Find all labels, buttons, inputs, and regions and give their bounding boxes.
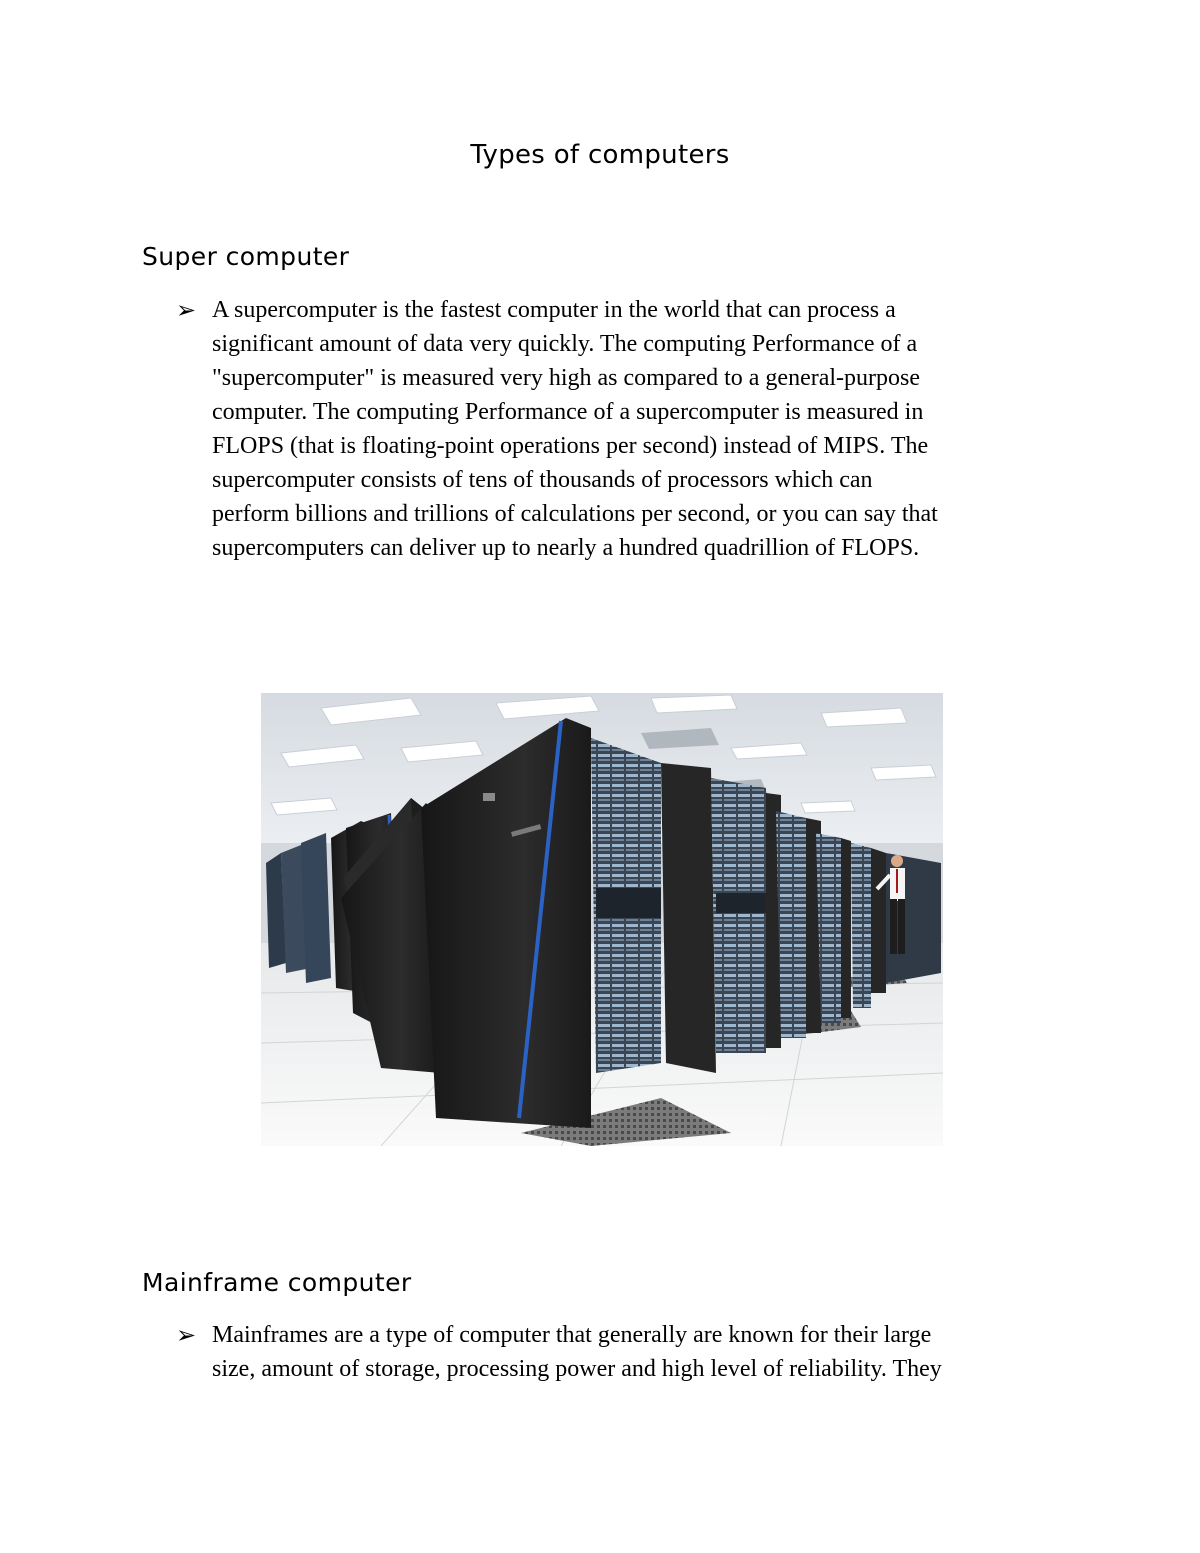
- paragraph-line: FLOPS (that is floating-point operations per second) instead of MIPS. The: [212, 433, 929, 459]
- section-heading-mainframe-computer: Mainframe computer: [142, 1268, 412, 1297]
- paragraph-line: Mainframes are a type of computer that generally are known for their large: [212, 1322, 932, 1348]
- document-title: Types of computers: [470, 140, 730, 170]
- super-computer-paragraph: [212, 293, 1062, 565]
- arrow-bullet-icon: ➢: [176, 296, 197, 324]
- paragraph-line: significant amount of data very quickly. The computing Performance of a: [212, 331, 918, 357]
- paragraph-line: supercomputers can deliver up to nearly a hundred quadrillion of FLOPS.: [212, 535, 920, 561]
- arrow-bullet-icon: ➢: [176, 1321, 197, 1349]
- paragraph-line: "supercomputer" is measured very high as compared to a general-purpose: [212, 365, 921, 391]
- section-heading-super-computer: Super computer: [142, 242, 350, 271]
- supercomputer-photo: [261, 693, 943, 1146]
- paragraph-line: perform billions and trillions of calculations per second, or you can say that: [212, 501, 938, 527]
- paragraph-line: computer. The computing Performance of a supercomputer is measured in: [212, 399, 924, 425]
- mainframe-computer-paragraph: [212, 1318, 1062, 1386]
- paragraph-line: A supercomputer is the fastest computer in the world that can process a: [212, 297, 896, 323]
- paragraph-line: size, amount of storage, processing power and high level of reliability. They: [212, 1356, 942, 1382]
- paragraph-line: supercomputer consists of tens of thousands of processors which can: [212, 467, 873, 493]
